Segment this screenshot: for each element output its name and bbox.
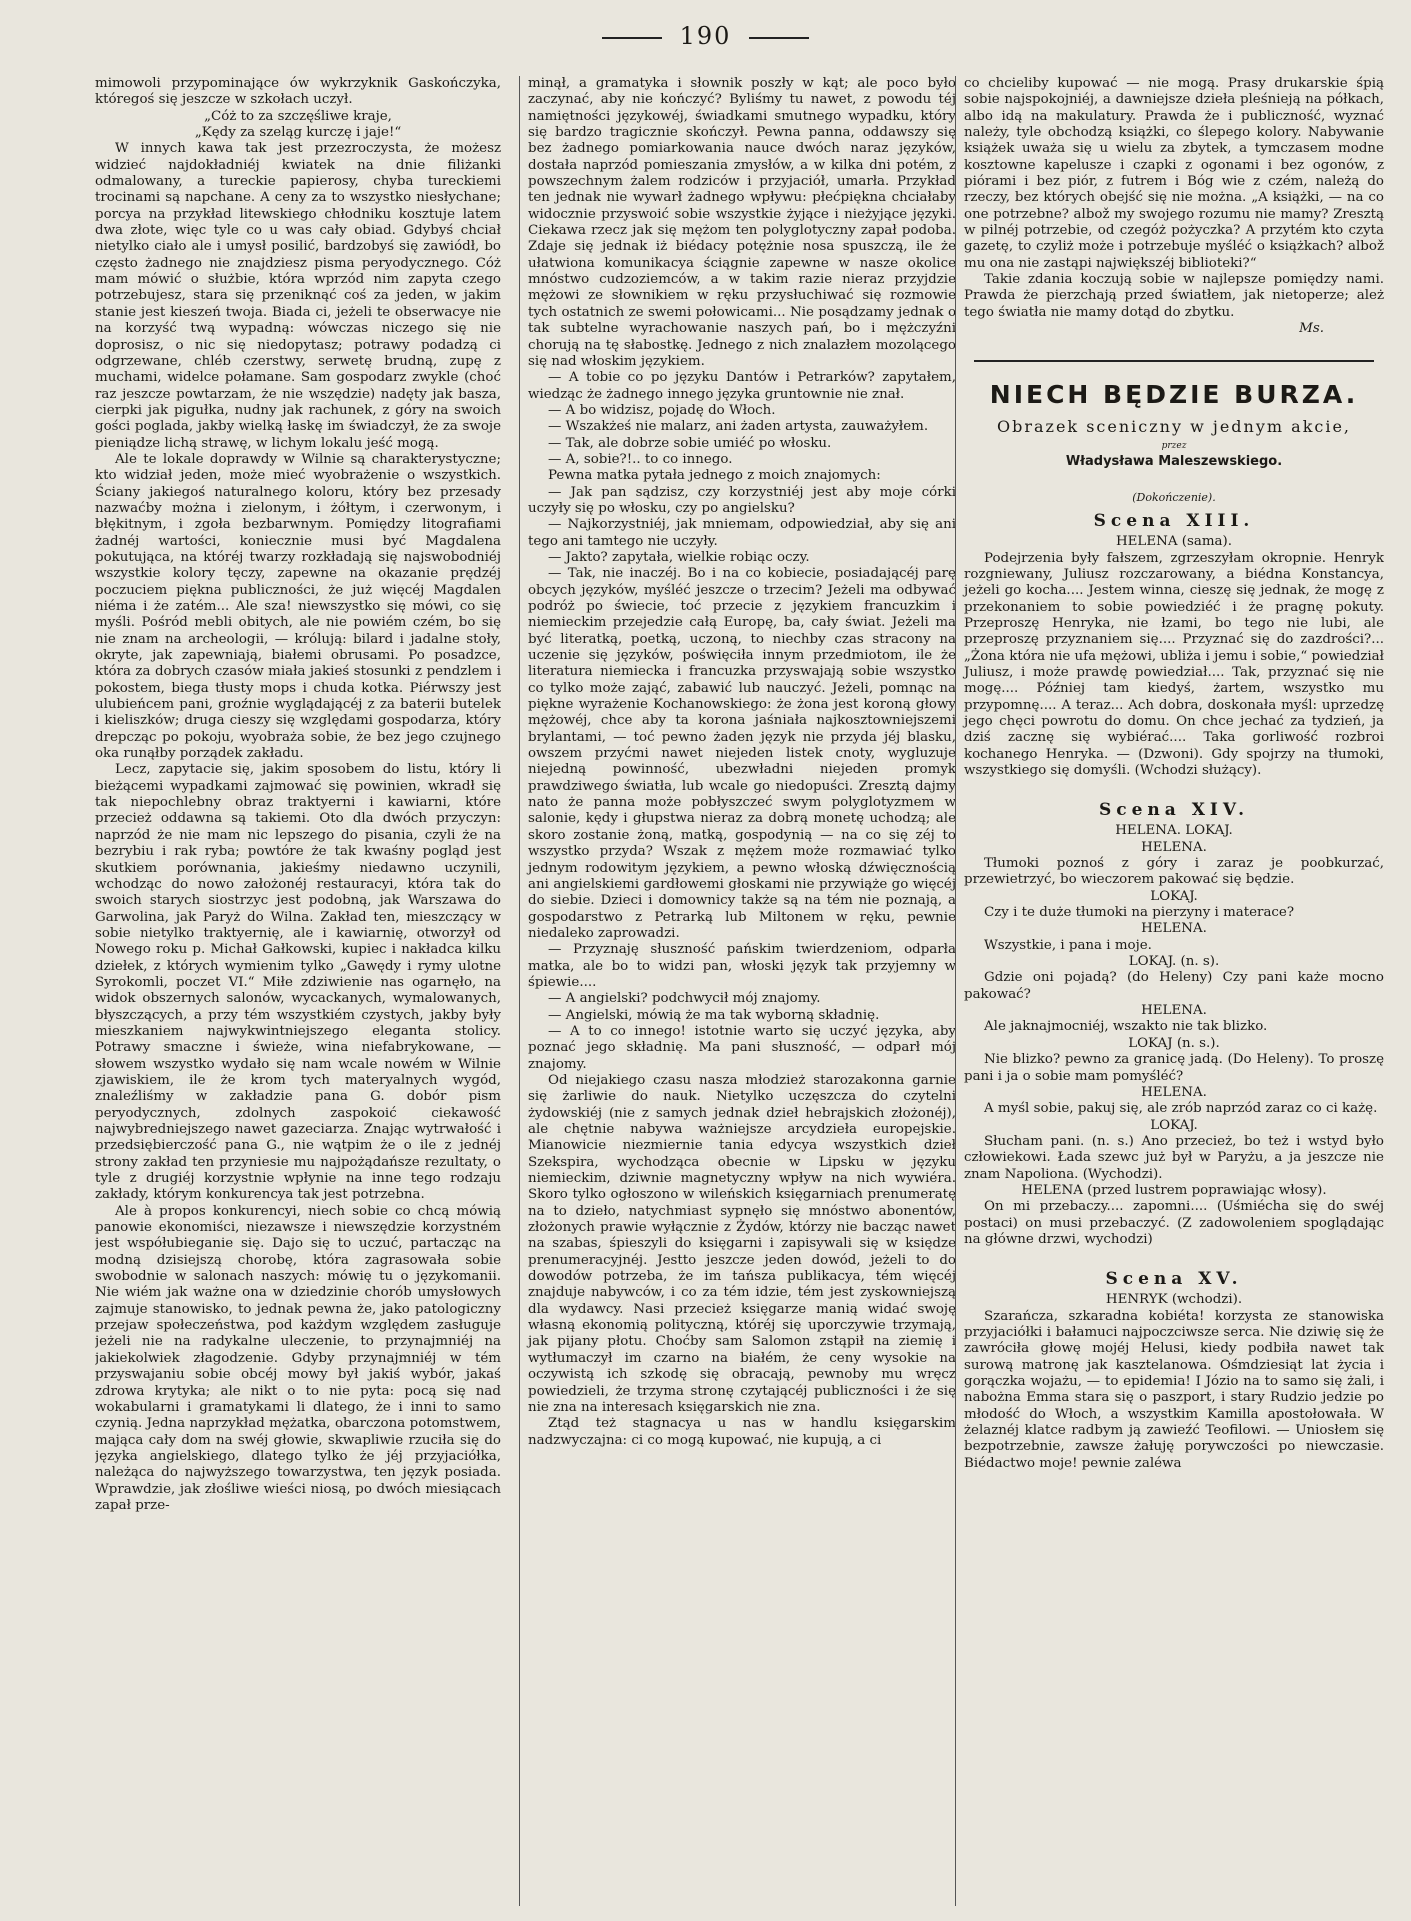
paragraph: Od niejakiego czasu nasza młodzież starozakonna garnie się żarliwie do nauk. Nietylko uczęszcza do czytelni żydowskiéj (nie z samych jednak dzieł hebrajskich złożonéj), ale chętnie nabywa ważniejsze arcydzieła europejskie. Mianowicie niezmiernie tania edycya wszystkich dzieł Szekspira, wychodząca obecnie w Lipsku w języku niemieckim, dziwnie magnetyczny wpływ na nich wywiéra. Skoro tylko ogłoszono w wileńskich księgarniach prenumeratę na to dzieło, natychmiast sypnęło się mnóstwo abonentów, złożonych prawie wyłącznie z Żydów, którzy nie bacząc nawet na szabas, śpieszyli do księgarni i zapisywali się w księdze prenumeracyjnéj. Jestto jeszcze jeden dowód, jeżeli to do dowodów potrzeba, że im tańsza publikacya, tém więcéj znajduje nabywców, i co za tém idzie, tém jest zyskowniejszą dla wydawcy. Nasi przecież księgarze manią widać swoję własną ekonomią polityczną, któréj się uporczywie trzymają, jak pijany płotu. Choćby sam Salomon zstąpił na ziemię i wytłumaczył im czarno na białém, że ceny wysokie na oczywistą ich szkodę się obracają, pewnoby mu wręcz powiedzieli, że trzyma stronę czytającéj publiczności i że się nie zna na interesach księgarskich nie zna. bbox=[528, 1072, 956, 1415]
verse-line: „Cóż to za szczęśliwe kraje, bbox=[204, 108, 392, 124]
dialogue-line: — Przyznaję słuszność pańskim twierdzeniom, odparła matka, ale bo to widzi pan, włoski język tak przyjemny w śpiewie.... bbox=[528, 942, 956, 990]
paragraph: Ale te lokale doprawdy w Wilnie są charakterystyczne; kto widział jeden, może mieć wyobrażenie o wszystkich. Ściany jakiegoś naturalnego koloru, który bez przesady nazwaćby można i zielonym, i żółtym, i czerwonym, i błękitnym, i zgoła bezbarwnym. Pomiędzy litografiami żadnéj wartości, koniecznie musi być Magdalena pokutująca, na któréj twarzy rozkładają się najswobodniéj wszystkie kolory tęczy, zapewne na okazanie prędzéj poczuciem piękna publiczności, że już więcéj Magdalen niéma i że zatém... Ale sza! niewszystko się mówi, co się myśli. Pośród mebli obitych, ale nie powiém czém, bo się nie znam na archeologii, — królują: bilard i jadalne stoły, okryte, jak zapewniają, białemi obrusami. Po posadzce, która za dobrych czasów miała jakieś stosunki z pendzlem i pokostem, biega tłusty mops i chuda kotka. Piérwszy jest ulubieńcem pani, groźnie wyglądającéj z za baterii butelek i kieliszków; druga cieszy się względami gospodarza, który drepcząc po pokoju, wyobraża sobie, że bez jego czujnego oka runąłby porządek zakładu. bbox=[95, 451, 501, 762]
column-3 bbox=[955, 76, 1384, 1906]
dialogue-line: — A bo widzisz, pojadę do Włoch. bbox=[548, 402, 776, 418]
play-author: Władysława Maleszewskiego. bbox=[1065, 453, 1283, 469]
section-divider bbox=[974, 360, 1374, 362]
paragraph: Pewna matka pytała jednego z moich znajomych: bbox=[548, 468, 881, 484]
scene-14-dialogue bbox=[964, 840, 1384, 1249]
speaker: HELENA. bbox=[1141, 921, 1207, 937]
speech: Ale jaknajmocniéj, wszakto nie tak blizko. bbox=[984, 1019, 1268, 1035]
speech: Słucham pani. (n. s.) Ano przecież, bo też i wstyd było człowiekowi. Łada szewc już był w Paryżu, a ja jeszcze nie znam Napoliona. (Wychodzi). bbox=[964, 1133, 1384, 1182]
scene-text: Szarańcza, szkaradna kobiéta! korzysta ze stanowiska przyjaciółki i bałamuci najpoczciwsze serca. Nie dziwię się że zawróciła głowę mojéj Helusi, kiedy podbiła nawet tak surową matronę jak kasztelanowa. Ośmdziesiąt lat życia i gorączka wojażu, — to epidemia! I Józio na to samo się żali, i nabożna Emma stara się o paszport, i stary Rudzio jedzie po młodość do Włoch, a wszystkim Kamilla apostołowała. W żelaznéj klatce radbym ją zawieźć Teofilowi. — Uniosłem się bezpotrzebnie, zawsze żałuję porywczości po niewczasie. Biédactwo moje! pewnie zaléwa bbox=[964, 1308, 1384, 1471]
dialogue-line: — A tobie co po języku Dantów i Petrarków? zapytałem, wiedząc że żadnego innego języka gruntownie nie znał. bbox=[528, 370, 956, 402]
speaker: LOKAJ. bbox=[1150, 888, 1198, 904]
dialogue-line: — Jak pan sądzisz, czy korzystniéj jest aby moje córki uczyły się po włosku, czy po angielsku? bbox=[528, 484, 956, 516]
page-number bbox=[0, 22, 1411, 50]
column-2 bbox=[519, 76, 956, 1906]
paragraph: Lecz, zapytacie się, jakim sposobem do listu, który li bieżącemi wypadkami zajmować się powinien, wkradł się tak niepochlebny obraz traktyerni i kawiarni, które przecież oddawna są takiemi. Oto dla dwóch przyczyn: naprzód że nie mam nic lepszego do pisania, czyli że na bezrybiu i rak ryba; powtóre że tak kwaśny pogląd jest skutkiem porównania, jakieśmy niedawno uczynili, wchodząc do nowo założonéj restauracyi, która tak do swoich starych siostrzyc jest podobną, jak Warszawa do Garwolina, jak Paryż do Wilna. Zakład ten, mieszczący w sobie nietylko traktyernię, ale i kawiarnię, otworzył od Nowego roku p. Michał Gałkowski, kupiec i nakładca kilku dziełek, z których wymienim tylko „Gawędy i rymy ulotne Syrokomli, poczet VI.“ Miłe zdziwienie nas ogarnęło, na widok obszernych salonów, wycackanych, wymalowanych, błyszczących, a przy tém wszystkiém czystych, jakby były mieszkaniem najwykwintniejszego eleganta stolicy. Potrawy smaczne i świeże, wina niefabrykowane, — słowem wszystko wydało się nam wcale nowém w Wilnie zjawiskiem, ile że krom tych materyalnych wygód, znaleźliśmy w zakładzie pana G. dobór pism peryodycznych, zdolnych zaspokoić ciekawość najwybredniejszego nawet gazeciarza. Znając wytrwałość i przedsiębierczość pana G., nie wątpim że o ile z jednéj strony zakład ten przyniesie mu najpożądańsze rezultaty, o tyle z drugiéj korzystnie wpłynie na inne tego rodzaju zakłady, którym konkurencya tak jest potrzebna. bbox=[95, 762, 501, 1203]
paragraph: W innych kawa tak jest przezroczysta, że możesz widzieć najdokładniéj kwiatek na dnie filiżanki odmalowany, a tureckie papierosy, chyba tureckiemi trocinami są napchane. A ceny za to wszystko niesłychane; porcya na przykład litewskiego chłodniku kosztuje latem dwa złote, więc tyle co u was cały obiad. Gdybyś chciał nietylko ciało ale i umysł posilić, bardzobyś się zawiódł, bo często żadnego nie znajdziesz pisma peryodycznego. Cóż mam mówić o służbie, która wprzód nim zapyta czego potrzebujesz, stara się przeniknąć coś za jeden, w jakim stanie jest kieszeń twoja. Biada ci, jeżeli te obserwacye nie na korzyść twą wypadną: wówczas niczego się nie doprosisz, o nic się niedopytasz; potrawy podadzą ci odgrzewane, chléb czerstwy, serwetę brudną, zupę z muchami, widelce połamane. Sam gospodarz zwykle (choć raz jeszcze powtarzam, że nie wszędzie) nadęty jak basza, cierpki jak pigułka, nudny jak rachunek, z góry na swoich gości poglada, jakby wielką łaskę im świadczył, że za swoje pieniądze lichą strawę, w lichym lokalu jeść mogą. bbox=[95, 141, 501, 451]
dialogue-line: — Angielski, mówią że ma tak wyborną składnię. bbox=[548, 1007, 880, 1023]
scene-text: Podejrzenia były fałszem, zgrzeszyłam okropnie. Henryk rozgniewany, Juliusz rozczarowany, a biédna Konstancya, jeżeli go kocha.... Jestem winna, cieszę się jednak, że mogę z przekonaniem to sobie powiedziéć i że pragnę pokuty. Przeproszę Henryka, nie łzami, bo tego nie lubi, ale przeproszę przyznaniem się.... Przyznać się do zazdrości?... „Żona która nie ufa mężowi, ubliża i jemu i sobie,“ powiedział Juliusz, i może prawdę powiedział.... Tak, przyznać się nie mogę.... Później tam kiedyś, żartem, wszystko mu przypomnę.... A teraz... Ach dobra, doskonała myśl: uprzedzę jego chęci powrotu do domu. On chce jechać za tydzień, ja dziś zacznę się wybiérać.... Taka gorliwość rozbroi kochanego Henryka. — (Dzwoni). Gdy spojrzy na tłumoki, wszystkiego się domyśli. (Wchodzi służący). bbox=[964, 550, 1384, 778]
speech: Nie blizko? pewno za granicę jadą. (Do Heleny). To proszę pani i ja o sobie mam pomyśléć? bbox=[964, 1052, 1384, 1084]
dialogue-line: — Jakto? zapytała, wielkie robiąc oczy. bbox=[548, 549, 810, 565]
play-subtitle: Obrazek sceniczny w jednym akcie, bbox=[996, 416, 1352, 436]
dialogue-line: — Tak, ale dobrze sobie umiéć po włosku. bbox=[548, 435, 832, 451]
speaker: HELENA. bbox=[1141, 839, 1207, 855]
dialogue-line: — A to co innego! istotnie warto się uczyć języka, aby poznać jego składnię. Ma pani słuszność, — odparł mój znajomy. bbox=[528, 1023, 956, 1072]
author-signature: Ms. bbox=[1299, 321, 1324, 337]
speaker: HELENA (przed lustrem poprawiając włosy). bbox=[1021, 1182, 1327, 1198]
paragraph: Takie zdania koczują sobie w najlepsze pomiędzy nami. Prawda że pierzchają przed światłem, jak nietoperze; ależ tego światła nie mamy dotąd do zbytku. bbox=[964, 272, 1384, 320]
speech: Tłumoki poznoś z góry i zaraz je poobkurzać, przewietrzyć, bo wieczorem pakować się będzie. bbox=[964, 856, 1384, 888]
speech: A myśl sobie, pakuj się, ale zrób naprzód zaraz co ci każę. bbox=[984, 1101, 1378, 1117]
paragraph: Ztąd też stagnacya u nas w handlu księgarskim nadzwyczajna: ci co mogą kupować, nie kupują, a ci bbox=[528, 1416, 956, 1448]
speaker: HELENA. bbox=[1141, 1003, 1207, 1019]
scene-cast: HELENA (sama). bbox=[1115, 534, 1232, 550]
paragraph: minął, a gramatyka i słownik poszły w kąt; ale poco było zaczynać, aby nie kończyć? Byliśmy tu nawet, z powodu téj namiętności językowéj, świadkami smutnego wypadku, który się bardzo tragicznie skończył. Pewna panna, oddawszy się bez żadnego pomiarkowania nauce dwóch naraz języków, dostała naprzód pomieszania zmysłów, a w kilka dni potém, z powszechnym żalem rodziców i przyjaciół, umarła. Przykład ten jednak nie wywarł żadnego wpływu: płećpiękna chciałaby widocznie przyswoić sobie wszystkie żyjące i nieżyjące języki. Ciekawa rzecz jak się mężom ten polyglotyczny zapał podoba. Zdaje się jednak iż biédacy potężnie nosa spuszczą, ile że ułatwiona komunikacya ściągnie zapewne w nasze okolice mnóstwo cudzoziemców, a w takim razie nieraz przyjdzie mężowi ze słownikiem w ręku przysłuchiwać się rozmowie tych ostatnich ze swemi połowicami... Nie posądzamy jednak o tak subtelne wyrachowanie naszych pań, bo i mężczyźni chorują na tę słabostkę. Jednego z nich znalazłem mozolącego się nad włoskim językiem. bbox=[528, 76, 956, 369]
scene-cast: HENRYK (wchodzi). bbox=[1105, 1292, 1243, 1308]
speaker: LOKAJ (n. s.). bbox=[1128, 1035, 1220, 1051]
paragraph: mimowoli przypominające ów wykrzyknik Gaskończyka, któregoś się jeszcze w szkołach uczył. bbox=[95, 76, 501, 108]
dialogue-line: — Wszakżeś nie malarz, ani żaden artysta, zauważyłem. bbox=[548, 419, 929, 435]
byline-przez: przez bbox=[1161, 440, 1187, 451]
speaker: HELENA. bbox=[1141, 1084, 1207, 1100]
scene-heading: Scena XV. bbox=[1105, 1269, 1243, 1290]
paragraph: co chcieliby kupować — nie mogą. Prasy drukarskie śpią sobie najspokojniéj, a dawniejsze dzieła pleśnieją na półkach, albo idą na makulatury. Prawda że i publiczność, wyznać należy, tyle obchodzą książki, co ślepego kolory. Nabywanie książek uważa się u wielu za zbytek, a tymczasem modne kosztowne kapelusze i czapki z ogonami i bez ogonów, z piórami i bez piór, z futrem i Bóg wie z czém, należą do rzeczy, bez których obejść się nie można. „A książki, — na co one potrzebne? albož my swojego rozumu nie mamy? Zresztą w pilnéj potrzebie, od czegóż pożyczka? A przytém kto czyta gazetę, to czyliż może i potrzebuje myśléć o książkach? albož mu ona nie zastąpi największéj biblioteki?“ bbox=[964, 76, 1384, 271]
dialogue-line: — A, sobie?!.. to co innego. bbox=[548, 451, 733, 467]
play-title: NIECH BĘDZIE BURZA. bbox=[989, 379, 1359, 409]
speaker: LOKAJ. bbox=[1150, 1117, 1198, 1133]
dialogue-line: — A angielski? podchwycił mój znajomy. bbox=[548, 991, 821, 1007]
paragraph: Ale à propos konkurencyi, niech sobie co chcą mówią panowie ekonomiści, niezawsze i niewszędzie korzystném jest współubieganie się. Dajo się to uczuć, partacząc na modną dzisiejszą chorobę, która zagrasowała sobie swobodnie w salonach naszych: mówię tu o językomanii. Nie wiém jak ważne ona w dziedzinie chorób umysłowych zajmuje stanowisko, to jednak pewna że, jako patologiczny przejaw społeczeństwa, pod każdym względem zasługuje jeżeli nie na radykalne uleczenie, to przynajmniéj na jakiekolwiek złagodzenie. Gdyby przynajmniéj w tém przyswajaniu sobie obcéj mowy był jakiś wybór, jakaś zdrowa krytyka; ale nikt o to nie pyta: pocą się nad wokabularni i gramatykami li dlatego, że i inni to samo czynią. Jedna naprzykład mężatka, obarczona potomstwem, mająca cały dom na swéj głowie, skwapliwie rzuciła się do języka angielskiego, dlatego tylko że jéj przyjaciółka, należąca do najwyższego towarzystwa, ten język posiada. Wprawdzie, jak złośliwe wieści niosą, po dwóch miesiącach zapał prze- bbox=[95, 1203, 501, 1513]
dialogue-line: — Tak, nie inaczéj. Bo i na co kobiecie, posiadającéj parę obcych języków, myśléć jeszcze o trzecim? Jeżeli ma odbywać podróż po świecie, toć przecie z językiem francuzkim i niemieckim przejedzie całą Europę, ba, cały świat. Jeżeli ma być literatką, poetką, uczoną, to niechby czas stracony na uczenie się języków, poświęciła innym przedmiotom, ile że literatura niemiecka i francuzka przyswajają sobie wszystko co tylko może zająć, zabawić lub nauczyć. Jeżeli, pomnąc na piękne wyrażenie Kochanowskiego: że żona jest koroną głowy mężowéj, chce aby ta korona jaśniała najkosztowniejszemi brylantami, — toć pewno żaden język nie przyda jéj blasku, owszem przyćmi nawet niejeden listek cnoty, wygluzuje niejedną powinność, ubezwładni niejeden promyk prawdziwego światła, lub wcale go niedopuści. Zresztą dajmy nato że panna może pobłyszczeć swym polyglotyzmem w salonie, kędy i głupstwa nieraz za dobrą monetę uchodzą; ale skoro zostanie żoną, matką, gospodynią — na co się zéj to wszystko przyda? Wszak z mężem może rozmawiać tylko jednym rodowitym językiem, a pewno włoską dźwięcznością ani angielskiemi gardłowemi głoskami nie przywiąże go więcéj do siebie. Dzieci i domownicy także są na tém nie poznają, a gospodarstwo z Petrarką lub Miltonem w ręku, pewnie niedaleko zaprowadzi. bbox=[528, 566, 956, 941]
verse-line: „Kędy za szeląg kurczę i jaje!“ bbox=[194, 125, 402, 141]
scene-cast: HELENA. LOKAJ. bbox=[1115, 823, 1233, 839]
continuation-note: (Dokończenie). bbox=[1132, 490, 1216, 504]
speech: Czy i te duże tłumoki na pierzyny i materace? bbox=[984, 905, 1295, 921]
speech: On mi przebaczy.... zapomni.... (Uśmiécha się do swéj postaci) on musi przebaczyć. (Z zadowoleniem spoglądając na główne drzwi, wychodzi) bbox=[964, 1199, 1384, 1247]
scene-heading: Scena XIII. bbox=[1093, 511, 1255, 532]
speech: Wszystkie, i pana i moje. bbox=[984, 937, 1152, 953]
speech: Gdzie oni pojadą? (do Heleny) Czy pani każe mocno pakować? bbox=[964, 970, 1384, 1002]
column-1 bbox=[95, 76, 501, 1906]
page-number-text: 190 bbox=[679, 22, 732, 50]
scene-heading: Scena XIV. bbox=[1098, 800, 1250, 821]
speaker: LOKAJ. (n. s). bbox=[1128, 954, 1220, 970]
dialogue-line: — Najkorzystniéj, jak mniemam, odpowiedział, aby się ani tego ani tamtego nie uczyły. bbox=[528, 517, 956, 549]
